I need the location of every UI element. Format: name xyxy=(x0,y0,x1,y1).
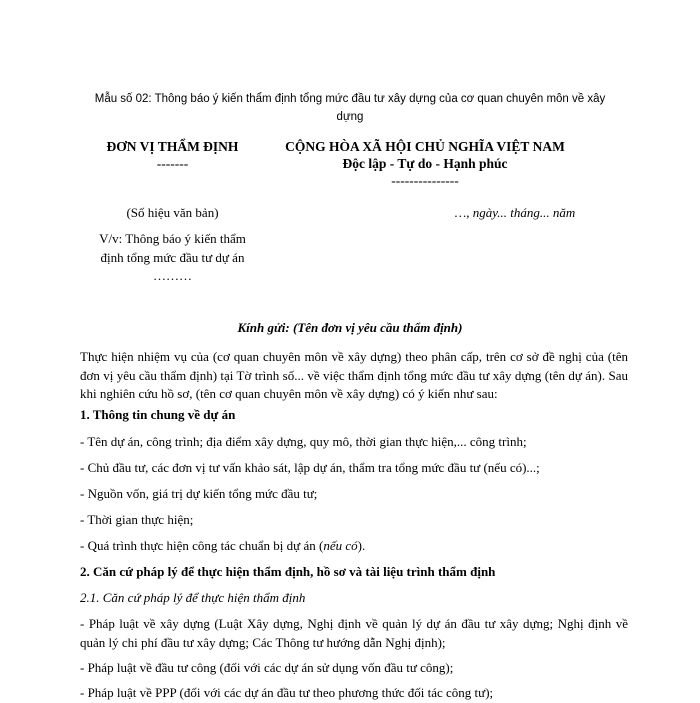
list-item-note: nếu có xyxy=(323,538,358,553)
recipient-line: Kính gửi: (Tên đơn vị yêu cầu thẩm định) xyxy=(237,320,463,335)
agency-header xyxy=(70,138,275,172)
national-header xyxy=(265,138,585,189)
section-2-heading: 2. Căn cứ pháp lý để thực hiện thẩm định, hồ sơ và tài liệu trình thẩm định xyxy=(80,564,496,579)
subject-line-1: V/v: Thông báo ý kiến thẩm xyxy=(99,231,246,246)
national-title: CỘNG HÒA XÃ HỘI CHỦ NGHĨA VIỆT NAM xyxy=(285,139,565,154)
date-line: …, ngày... tháng... năm xyxy=(454,205,576,220)
form-caption: Mẫu số 02: Thông báo ý kiến thẩm định tổng mức đầu tư xây dựng của cơ quan chuyên môn về xây dựng xyxy=(94,93,606,123)
national-divider: --------------- xyxy=(391,173,459,188)
list-item: - Pháp luật về đầu tư công (đối với các dự án sử dụng vốn đầu tư công); xyxy=(80,660,454,675)
list-item: - Nguồn vốn, giá trị dự kiến tổng mức đầu tư; xyxy=(80,486,318,501)
document-number: (Số hiệu văn bản) xyxy=(126,205,219,220)
list-item xyxy=(80,537,628,556)
agency-divider: ------- xyxy=(156,156,189,171)
subject-block xyxy=(80,230,265,286)
list-item-end: ). xyxy=(357,538,366,553)
national-motto: Độc lập - Tự do - Hạnh phúc xyxy=(342,156,508,171)
intro-paragraph: Thực hiện nhiệm vụ của (cơ quan chuyên môn về xây dựng) theo phân cấp, trên cơ sở đề nghị của (tên đơn vị yêu cầu thẩm định) tại Tờ trình số... về việc thẩm định tổng mức đầu tư xây dựng (tên dự án). Sau khi nghiên cứu hồ sơ, (tên cơ quan chuyên môn về xây dựng) có ý kiến như sau: xyxy=(80,349,628,401)
list-item: - Chủ đầu tư, các đơn vị tư vấn khảo sát, lập dự án, thẩm tra tổng mức đầu tư (nếu có)...; xyxy=(80,460,540,475)
section-1-heading: 1. Thông tin chung về dự án xyxy=(80,407,236,422)
list-item: - Tên dự án, công trình; địa điểm xây dựng, quy mô, thời gian thực hiện,... công trình; xyxy=(80,434,527,449)
list-item-text: - Quá trình thực hiện công tác chuẩn bị dự án ( xyxy=(80,538,324,553)
list-item: - Pháp luật về PPP (đối với các dự án đầu tư theo phương thức đối tác công tư); xyxy=(80,685,494,700)
agency-title: ĐƠN VỊ THẨM ĐỊNH xyxy=(106,139,239,154)
subject-line-2: định tổng mức đầu tư dự án xyxy=(100,249,245,265)
list-item: - Thời gian thực hiện; xyxy=(80,512,194,527)
section-2-1-heading: 2.1. Căn cứ pháp lý để thực hiện thẩm định xyxy=(80,590,306,605)
list-item: - Pháp luật về xây dựng (Luật Xây dựng, Nghị định về quản lý dự án đầu tư xây dựng; Nghị định về quản lý chi phí đầu tư xây dựng; Các Thông tư hướng dẫn Nghị định); xyxy=(80,616,628,650)
subject-line-3: ……… xyxy=(153,268,192,283)
